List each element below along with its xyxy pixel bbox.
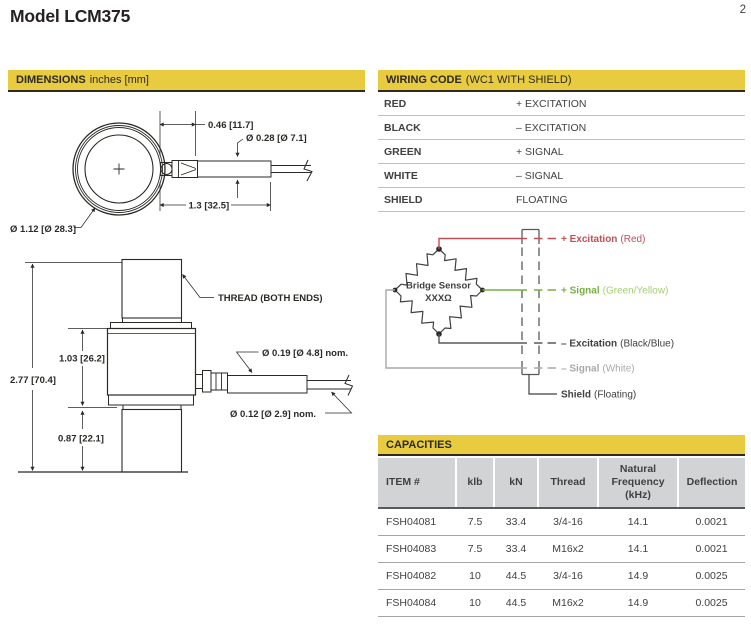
dim-cable-dia: Ø 0.12 [Ø 2.9] nom. [230, 409, 317, 420]
wire-label-excitation-plus: + Excitation (Red) [561, 234, 646, 245]
wire-label-signal-plus: + Signal (Green/Yellow) [561, 285, 669, 297]
cell: 14.1 [598, 508, 678, 536]
dim-body-height: 1.03 [26.2] [59, 353, 105, 365]
capacities-header-bar [378, 435, 745, 456]
cell: 0.0025 [678, 590, 745, 617]
top-view-drawing [10, 111, 312, 235]
column-header: Natural Frequency (kHz) [598, 458, 678, 508]
wire-color: SHIELD [378, 188, 510, 212]
table-header-row [378, 458, 745, 508]
column-header: ITEM # [378, 458, 456, 508]
item-number: FSH04084 [378, 590, 456, 617]
table-row [378, 188, 745, 212]
table-row [378, 92, 745, 116]
item-number: FSH04083 [378, 536, 456, 563]
dimensions-units: inches [mm] [89, 74, 149, 86]
cell: 14.9 [598, 563, 678, 590]
cable-break-icon [304, 160, 312, 181]
cable [307, 381, 351, 390]
dim-cable-dia-top: Ø 0.28 [Ø 7.1] [246, 133, 307, 144]
bridge-sensor [393, 246, 485, 337]
cell: 14.9 [598, 590, 678, 617]
flex-conduit [228, 376, 308, 394]
wire-function: + SIGNAL [510, 140, 745, 164]
wire-label-signal-minus: – Signal (White) [561, 363, 635, 375]
cell: 0.0025 [678, 563, 745, 590]
dim-overall-height: 2.77 [70.4] [10, 375, 56, 386]
cell: 3/4-16 [538, 563, 598, 590]
dim-conduit-dia: Ø 0.19 [Ø 4.8] nom. [262, 348, 349, 359]
table-row [378, 563, 745, 590]
wires [386, 239, 557, 395]
page-number: 2 [739, 4, 746, 16]
capacities-heading: CAPACITIES [386, 438, 452, 451]
bridge-sensor-resistance: XXXΩ [425, 293, 452, 304]
item-number: FSH04081 [378, 508, 456, 536]
dim-thread-length: 1.3 [32.5] [188, 200, 230, 212]
table-row [378, 116, 745, 140]
wire-function: – SIGNAL [510, 164, 745, 188]
cell: 44.5 [494, 590, 538, 617]
column-header: Deflection [678, 458, 745, 508]
wire-function: + EXCITATION [510, 92, 745, 116]
column-header: kN [494, 458, 538, 508]
dim-connector-length: 0.46 [11.7] [208, 120, 254, 131]
page-title: Model LCM375 [10, 6, 131, 26]
cable-thread [198, 161, 272, 177]
table-row [378, 536, 745, 563]
cell: 7.5 [456, 508, 494, 536]
table-row [378, 508, 745, 536]
column-header: klb [456, 458, 494, 508]
cell: 44.5 [494, 563, 538, 590]
cell: 10 [456, 563, 494, 590]
connector-block [522, 230, 539, 375]
wiring-code-table [378, 92, 745, 212]
wire-color: BLACK [378, 116, 510, 140]
cell: 3/4-16 [538, 508, 598, 536]
bridge-sensor-label: Bridge Sensor [406, 280, 471, 292]
cell: M16x2 [538, 536, 598, 563]
item-number: FSH04082 [378, 563, 456, 590]
wire-function: – EXCITATION [510, 116, 745, 140]
center-mark-icon [114, 164, 125, 175]
cell: 14.1 [598, 536, 678, 563]
wire-function: FLOATING [510, 188, 745, 212]
upper-thread [122, 260, 182, 319]
cell: 33.4 [494, 536, 538, 563]
cell: 33.4 [494, 508, 538, 536]
cable-break-icon [345, 375, 353, 396]
wiring-heading-suffix: (WC1 WITH SHIELD) [465, 74, 572, 86]
bridge-wiring-diagram [378, 225, 751, 410]
wire-color: RED [378, 92, 510, 116]
side-view-drawing [10, 260, 353, 473]
dimensions-drawing [0, 95, 375, 485]
cell: 7.5 [456, 536, 494, 563]
cell: 10 [456, 590, 494, 617]
table-row [378, 140, 745, 164]
column-header: Thread [538, 458, 598, 508]
lower-thread [122, 410, 182, 473]
cell: 0.0021 [678, 536, 745, 563]
table-row [378, 164, 745, 188]
dim-lower-thread-height: 0.87 [22.1] [58, 433, 104, 445]
wire-label-excitation-minus: – Excitation (Black/Blue) [561, 338, 675, 350]
thread-note: THREAD (BOTH ENDS) [218, 293, 323, 304]
wiring-header-bar [378, 70, 745, 92]
dim-body-dia: Ø 1.12 [Ø 28.3] [10, 224, 77, 235]
wire-color: WHITE [378, 164, 510, 188]
body [108, 329, 196, 396]
table-row [378, 590, 745, 617]
wire-color: GREEN [378, 140, 510, 164]
cell: M16x2 [538, 590, 598, 617]
capacities-table [378, 458, 745, 617]
shield-wire [529, 375, 557, 395]
dimensions-header-bar [8, 70, 365, 92]
dimensions-heading: DIMENSIONS [16, 74, 86, 86]
wire-label-shield: Shield (Floating) [561, 389, 637, 401]
wiring-heading: WIRING CODE [386, 74, 462, 86]
cell: 0.0021 [678, 508, 745, 536]
